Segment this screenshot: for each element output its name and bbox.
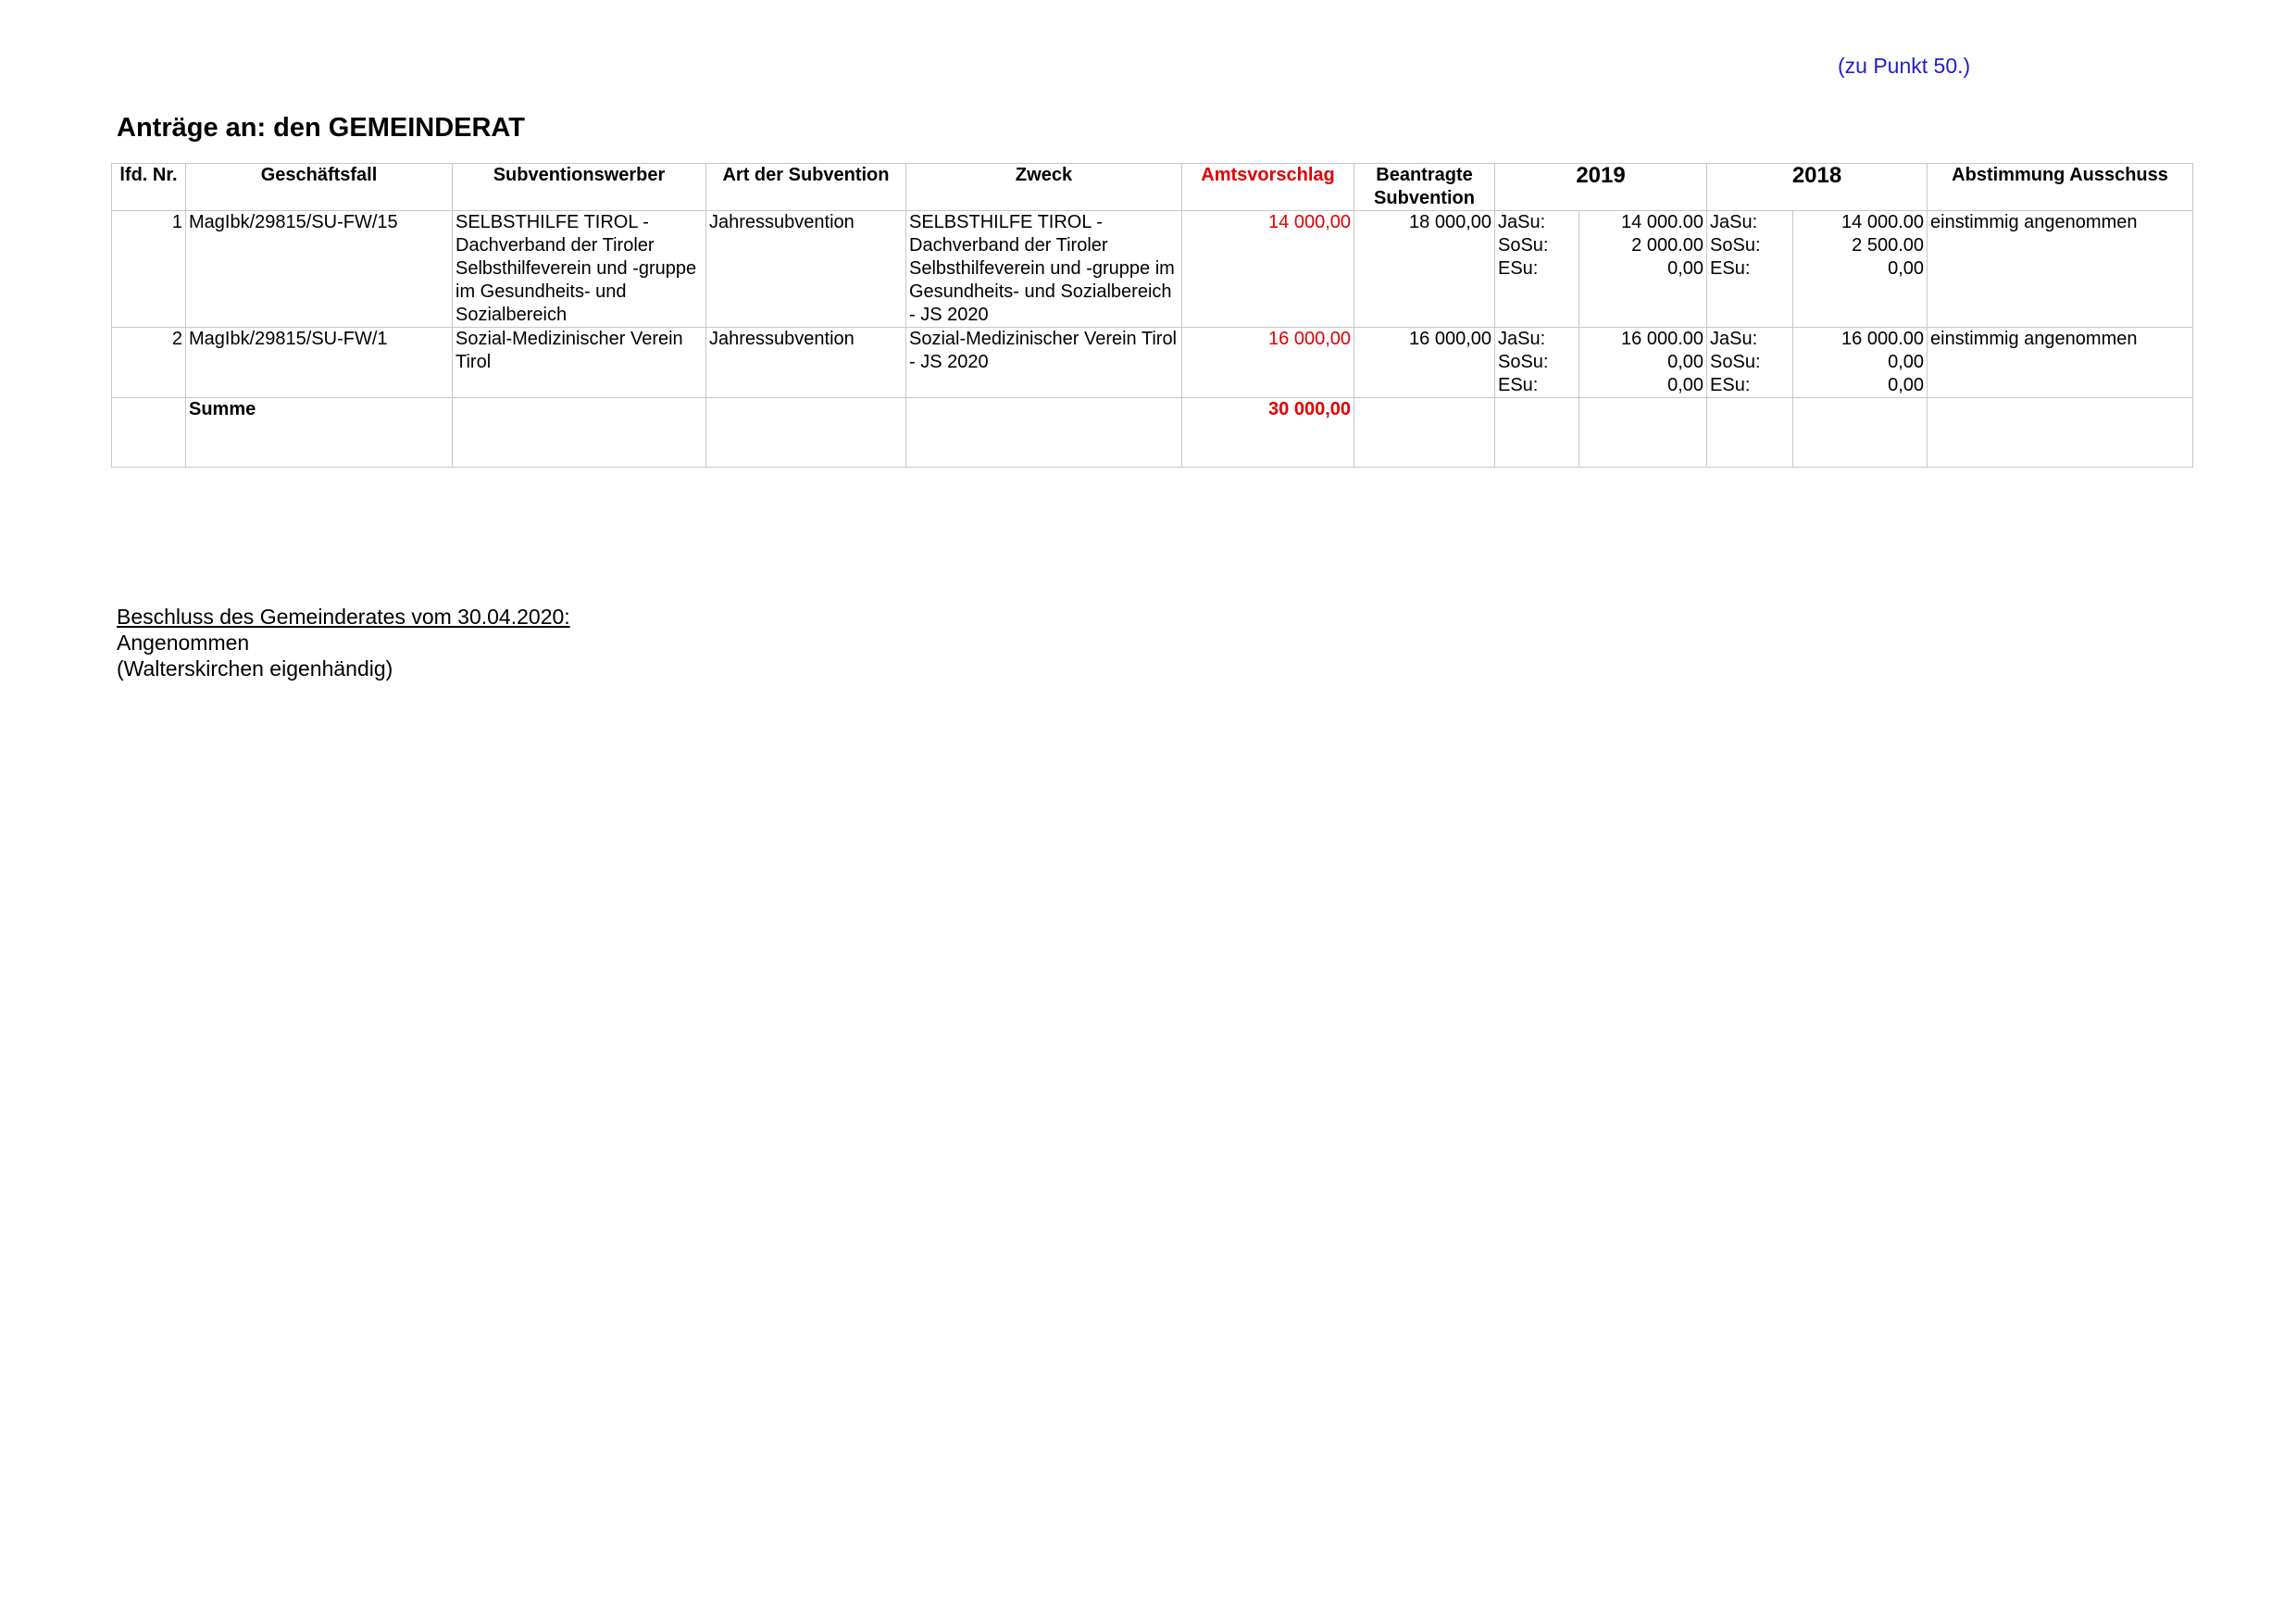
label-jasu: JaSu: [1710,212,1758,232]
value-jasu: 16 000.00 [1621,329,1704,349]
value-esu: 0,00 [1888,258,1925,279]
label-esu: ESu: [1710,258,1751,279]
label-sosu: SoSu: [1710,352,1761,372]
row-art: Jahressubvention [706,328,906,398]
row-nr: 2 [112,328,186,398]
label-sosu: SoSu: [1710,235,1761,256]
sum-value: 30 000,00 [1182,398,1354,468]
resolution-title: Beschluss des Gemeinderates vom 30.04.2020: [117,605,570,629]
row-2019-values [1579,211,1707,328]
label-jasu: JaSu: [1710,329,1758,349]
row-amtsvorschlag: 16 000,00 [1182,328,1354,398]
value-sosu: 0,00 [1667,352,1704,372]
row-art: Jahressubvention [706,211,906,328]
label-esu: ESu: [1710,375,1751,395]
value-esu: 0,00 [1888,375,1925,395]
sum-empty [1579,398,1707,468]
row-geschaeftsfall: MagIbk/29815/SU-FW/1 [186,328,453,398]
header-nr: lfd. Nr. [112,164,186,211]
header-zweck: Zweck [906,164,1182,211]
value-jasu: 14 000.00 [1841,212,1925,232]
sum-empty [112,398,186,468]
header-year-2018: 2018 [1707,164,1928,211]
row-zweck: SELBSTHILFE TIROL - Dachverband der Tiroler Selbsthilfeverein und -gruppe im Gesundheits- und Sozialbereich - JS 2020 [906,211,1182,328]
sum-empty [453,398,706,468]
row-zweck: Sozial-Medizinischer Verein Tirol - JS 2020 [906,328,1182,398]
value-esu: 0,00 [1667,258,1704,279]
label-jasu: JaSu: [1498,212,1546,232]
resolution-note: (Walterskirchen eigenhändig) [117,656,393,681]
header-beantragt: Beantragte Subvention [1354,164,1495,211]
sum-empty [1495,398,1579,468]
sum-empty [1793,398,1928,468]
table-row [112,211,2193,328]
header-abstimmung: Abstimmung Ausschuss [1928,164,2193,211]
row-beantragt: 18 000,00 [1354,211,1495,328]
label-esu: ESu: [1498,258,1539,279]
subsidy-table [111,163,2193,468]
row-2018-values [1793,328,1928,398]
resolution-status: Angenommen [117,631,250,655]
value-sosu: 2 500.00 [1852,235,1925,256]
sum-empty [906,398,1182,468]
row-2019-values [1579,328,1707,398]
row-2019-labels [1495,328,1579,398]
value-sosu: 2 000.00 [1631,235,1704,256]
value-esu: 0,00 [1667,375,1704,395]
row-2018-labels [1707,211,1793,328]
sum-label: Summe [186,398,453,468]
row-beantragt: 16 000,00 [1354,328,1495,398]
header-art: Art der Subvention [706,164,906,211]
value-jasu: 16 000.00 [1841,329,1925,349]
value-jasu: 14 000.00 [1621,212,1704,232]
row-2019-labels [1495,211,1579,328]
sum-row [112,398,2193,468]
header-year-2019: 2019 [1495,164,1707,211]
table-header-row [112,164,2193,211]
row-werber: SELBSTHILFE TIROL - Dachverband der Tiroler Selbsthilfeverein und -gruppe im Gesundheits- und Sozialbereich [453,211,706,328]
resolution-block [117,604,570,681]
row-abstimmung: einstimmig angenommen [1928,328,2193,398]
row-2018-labels [1707,328,1793,398]
header-geschaeftsfall: Geschäftsfall [186,164,453,211]
page-title: Anträge an: den GEMEINDERAT [117,113,525,143]
reference-note: (zu Punkt 50.) [1838,54,1971,78]
sum-empty [1928,398,2193,468]
label-esu: ESu: [1498,375,1539,395]
sum-empty [1707,398,1793,468]
row-werber: Sozial-Medizinischer Verein Tirol [453,328,706,398]
label-jasu: JaSu: [1498,329,1546,349]
header-werber: Subventionswerber [453,164,706,211]
row-nr: 1 [112,211,186,328]
label-sosu: SoSu: [1498,352,1549,372]
row-abstimmung: einstimmig angenommen [1928,211,2193,328]
row-amtsvorschlag: 14 000,00 [1182,211,1354,328]
row-geschaeftsfall: MagIbk/29815/SU-FW/15 [186,211,453,328]
row-2018-values [1793,211,1928,328]
value-sosu: 0,00 [1888,352,1925,372]
table-row [112,328,2193,398]
sum-empty [1354,398,1495,468]
label-sosu: SoSu: [1498,235,1549,256]
sum-empty [706,398,906,468]
header-amtsvorschlag: Amtsvorschlag [1182,164,1354,211]
